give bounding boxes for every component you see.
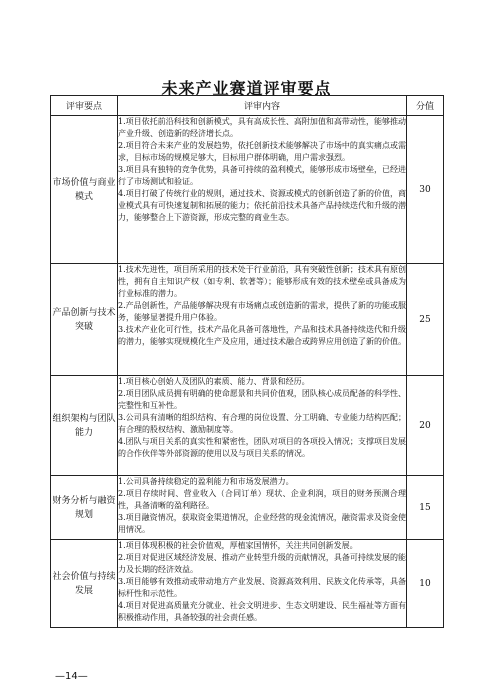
score-cell: 25: [407, 264, 444, 376]
content-paragraph: 3.公司具有清晰的组织结构、有合理的岗位设置、分工明确、专业能力结构匹配；有合理的股权结构、激励制度等。: [118, 413, 406, 434]
content-paragraph: 2.项目对促进区域经济发展、推动产业转型升级的贡献情况，具备可持续发展的能力及长期的经济效益。: [118, 553, 406, 574]
review-point-cell: 市场价值与商业模式: [51, 116, 118, 264]
content-paragraph: 4.团队与项目关系的真实性和紧密性，团队对项目的各项投入情况；支撑项目发展的合作伙伴等外部资源的使用以及与项目关系的情况。: [118, 437, 406, 458]
score-cell: 30: [407, 116, 444, 264]
table-row: [51, 540, 444, 628]
review-content-cell: [118, 116, 407, 264]
review-point-cell: 组织架构与团队能力: [51, 376, 118, 476]
score-cell: 10: [407, 540, 444, 628]
review-content-cell: [118, 540, 407, 628]
content-paragraph: 1.公司具备持续稳定的盈利能力和市场发展潜力。: [118, 477, 294, 486]
review-point-cell: 产品创新与技术突破: [51, 264, 118, 376]
header-review-point: 评审要点: [51, 96, 118, 116]
page-number: —14—: [55, 671, 88, 682]
header-score: 分值: [407, 96, 444, 116]
content-paragraph: 1.项目依托前沿科技和创新模式，具有高成长性、高附加值和高带动性，能够推动产业升级、创造新的经济增长点。: [118, 117, 406, 138]
content-paragraph: 3.技术产业化可行性，技术产品化具备可落地性，产品和技术具备持续迭代和升级的潜力，能够实现规模化生产及应用，通过技术融合或跨界应用创造了新的价值。: [118, 325, 406, 346]
content-paragraph: 2.项目团队成员拥有明确的使命愿景和共同价值观，团队核心成员配备的科学性、完整性和互补性。: [118, 389, 406, 410]
table-row: [51, 116, 444, 264]
content-paragraph: 3.项目融资情况，获取资金渠道情况，企业经营的现金流情况，融资需求及资金使用情况。: [118, 513, 406, 534]
table-row: [51, 264, 444, 376]
score-cell: 20: [407, 376, 444, 476]
content-paragraph: 1.项目体现积极的社会价值观，厚植家国情怀，关注共同创新发展。: [118, 541, 358, 550]
content-paragraph: 3.项目具有独特的竞争优势，具备可持续的盈利模式，能够形成市场壁垒，已经进行了市场测试和验证。: [118, 165, 406, 186]
content-paragraph: 3.项目能够有效推动或带动地方产业发展、资源高效利用、民族文化传承等，具备标杆性和示范性。: [118, 577, 406, 598]
review-criteria-table: [50, 95, 444, 628]
review-content-cell: [118, 264, 407, 376]
content-paragraph: 4.项目对促进高质量充分就业、社会文明进步、生态文明建设、民生福祉等方面有积极推动作用，具备较强的社会责任感。: [118, 601, 406, 622]
table-row: [51, 376, 444, 476]
table-row: [51, 476, 444, 540]
table-header-row: [51, 96, 444, 116]
header-review-content: 评审内容: [118, 96, 407, 116]
content-paragraph: 2.项目符合未来产业的发展趋势，依托创新技术能够解决了市场中的真实痛点或需求，目标市场的规模足够大，目标用户群体明确，用户需求强烈。: [118, 141, 406, 162]
review-content-cell: [118, 476, 407, 540]
review-content-cell: [118, 376, 407, 476]
content-paragraph: 4.项目打破了传统行业的规则，通过技术、资源或模式的创新创造了新的价值，商业模式具有可快速复制和拓展的能力；依托前沿技术具备产品持续迭代和升级的潜力，能够整合上下游资源，形成完整的商业生态。: [118, 189, 406, 222]
content-paragraph: 2.产品创新性，产品能够解决现有市场痛点或创造新的需求，提供了新的功能或服务，能够显著提升用户体验。: [118, 301, 406, 322]
page-title: 未来产业赛道评审要点: [161, 79, 332, 98]
review-point-cell: 社会价值与持续发展: [51, 540, 118, 628]
review-point-cell: 财务分析与融资规划: [51, 476, 118, 540]
content-paragraph: 1.技术先进性，项目所采用的技术处于行业前沿，具有突破性创新；技术具有原创性，拥有自主知识产权（如专利、软著等）；能够形成有效的技术壁垒或具备成为行业标准的潜力。: [118, 265, 406, 298]
score-cell: 15: [407, 476, 444, 540]
content-paragraph: 2.项目存续时间、营业收入（合同订单）现状、企业利润，项目的财务预测合理性，具备清晰的盈利路径。: [118, 489, 406, 510]
content-paragraph: 1.项目核心创始人及团队的素质、能力、背景和经历。: [118, 377, 310, 386]
